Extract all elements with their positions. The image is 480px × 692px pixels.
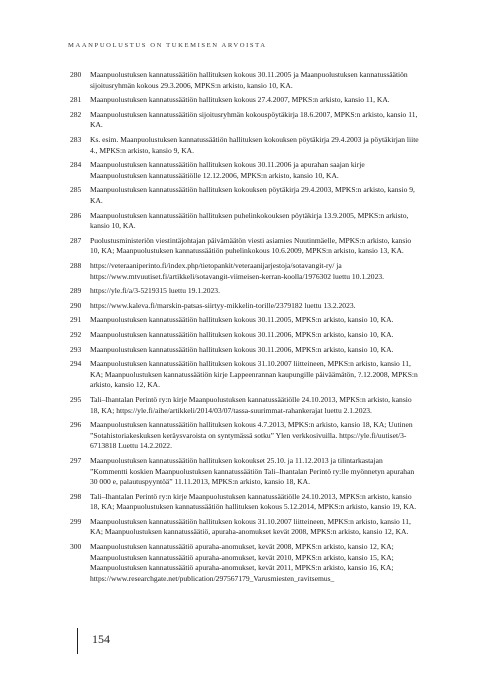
endnote-number: 297 (70, 456, 82, 465)
endnote-text: Maanpuolustuksen kannatussäätiön hallituksen kokous 30.11.2005 ja Maanpuolustuksen kannatussäätiön sijoitusryhmän kokous 29.3.2006, MPKS:n arkisto, kansio 10, KA. (90, 70, 408, 90)
endnote-text: Puolustusministeriön viestintäjohtajan päivämäätön viesti asiamies Nuutinmäelle, MPKS:n arkisto, kansio 10, KA; Maanpuolustuksen kannatussäätiön puhelinkokous 10.6.2009, MPKS:n arkisto, kansio 13, KA. (90, 235, 412, 256)
endnote-text: Maanpuolustuksen kannatussäätiön hallituksen kokoukset 25.10. ja 11.12.2013 ja tilintarkastajan ”Kommentti koskien Maanpuolustuksen kannatussäätiön Tali–Ihantalan Perintö ry:lle myönnetyn apurahan 30 000 e, palautuspyyntöä” 11.11.2013, MPKS:n arkisto, kansio 18, KA. (90, 456, 415, 487)
endnote-number: 293 (70, 344, 82, 354)
endnote (70, 395, 422, 416)
endnote-text: Maanpuolustuksen kannatussäätiön hallituksen kokous 31.10.2007 liitteineen, MPKS:n arkisto, kansio 11, KA; Maanpuolustuksen kannatussäätiö, apuraha-anomukset kevät 2008, MPKS:n arkisto, kansio 12, KA. (90, 516, 411, 537)
page-number: 154 (92, 632, 110, 646)
endnote (70, 135, 422, 156)
endnote (70, 542, 422, 584)
endnote-text: Maanpuolustuksen kannatussäätiön hallituksen puhelinkokouksen pöytäkirja 13.9.2005, MPKS:n arkisto, kansio 10, KA. (90, 210, 409, 231)
endnote-number: 296 (70, 420, 82, 430)
endnote (70, 330, 422, 341)
endnote-number: 299 (70, 516, 82, 526)
endnote-text: Maanpuolustuksen kannatussäätiön sijoitusryhmän kokouspöytäkirja 18.6.2007, MPKS:n arkisto, kansio 11, KA. (90, 109, 418, 130)
endnote-number: 294 (70, 359, 82, 369)
endnote-number: 286 (70, 210, 82, 220)
endnote (70, 185, 422, 206)
endnote-number: 282 (70, 109, 82, 119)
endnote-text: https://veteraaniperinto.fi/index.php/tietopankit/veteraanijarjestoja/sotavangit-ry/ ja https://www.mtvuutiset.fi/artikkeli/sotavangit-viimeisen-kerran-koolla/1976302 luettu 10.1.2023. (90, 260, 385, 281)
endnote-text: https://www.kaleva.fi/marskin-patsas-siirtyy-mikkelin-torille/2379182 luettu 13.2.2023. (90, 300, 356, 310)
endnote (70, 261, 422, 282)
endnote (70, 211, 422, 232)
endnote-text: Maanpuolustuksen kannatussäätiön hallituksen kokous 30.11.2006, MPKS:n arkisto, kansio 10, KA. (90, 344, 394, 354)
endnote-number: 292 (70, 330, 82, 340)
endnote (70, 70, 422, 91)
endnote-number: 281 (70, 95, 82, 105)
endnote-number: 283 (70, 135, 82, 145)
footer-rule (77, 628, 78, 654)
endnote-text: Maanpuolustuksen kannatussäätiön hallituksen kokous 30.11.2006, MPKS:n arkisto, kansio 10, KA. (90, 330, 394, 340)
endnote-number: 290 (70, 300, 82, 310)
endnote (70, 359, 422, 391)
endnote-text: Maanpuolustuksen kannatussäätiön hallituksen kokous 31.10.2007 liitteineen, MPKS:n arkisto, kansio 11, KA; Maanpuolustuksen kannatussäätiön kirje Lappeenrannan kaupungille päiväämätön, ?.12.2008, MPKS:n arkisto, kansio 12, KA. (90, 359, 418, 390)
endnote (70, 236, 422, 257)
endnote-number: 288 (70, 260, 82, 270)
endnote (70, 95, 422, 106)
endnote-text: Tali–Ihantalan Perintö ry:n kirje Maanpuolustuksen kannatussäätiölle 24.10.2013, MPKS:n arkisto, kansio 18, KA; https://yle.fi/aihe/artikkeli/2014/03/07/tassa-suurimmat-rahankerajat luettu 2.1.2023. (90, 395, 412, 415)
endnote-text: https://yle.fi/a/3-5219315 luettu 19.1.2023. (90, 286, 220, 296)
endnote (70, 110, 422, 131)
endnote-number: 291 (70, 315, 82, 325)
endnote-text: Maanpuolustuksen kannatussäätiön hallituksen kokous 27.4.2007, MPKS:n arkisto, kansio 11, KA. (90, 95, 390, 105)
endnote-text: Maanpuolustuksen kannatussäätiön hallituksen kokouksen pöytäkirja 29.4.2003, MPKS:n arkisto, kansio 9, KA. (90, 185, 415, 205)
endnote (70, 517, 422, 538)
endnote (70, 301, 422, 312)
endnotes-list (70, 70, 422, 588)
endnote-number: 295 (70, 395, 82, 405)
endnote-text: Ks. esim. Maanpuolustuksen kannatussäätiön hallituksen kokouksen pöytäkirja 29.4.2003 ja pöytäkirjan liite 4., MPKS:n arkisto, kansio 9, KA. (90, 135, 419, 155)
endnote-text: Maanpuolustuksen kannatussäätiön hallituksen kokous 30.11.2006 ja apurahan saajan kirje Maanpuolustuksen kannatussäätiölle 12.12.2006, MPKS:n arkisto, kansio 10, KA. (90, 160, 365, 180)
endnote-number: 285 (70, 185, 82, 195)
endnote (70, 160, 422, 181)
endnote (70, 420, 422, 452)
endnote (70, 286, 422, 297)
endnote-number: 289 (70, 286, 82, 296)
endnote-number: 284 (70, 160, 82, 170)
endnote (70, 456, 422, 488)
endnote (70, 345, 422, 356)
endnote-text: Maanpuolustuksen kannatussäätiö apuraha-anomukset, kevät 2008, MPKS:n arkisto, kansio 12, KA; Maanpuolustuksen kannatussäätiö apuraha-anomukset, kevät 2010, MPKS:n arkisto, kansio 15, KA; Maanpuolustuksen kannatussäätiö apuraha-anomukset, kevät 2011, MPKS:n arkisto, kansio 16, KA; https://www.researchgate.net/publication/297567179_Varusmiesten_ravitsemus_ (90, 542, 394, 583)
endnote-number: 300 (70, 542, 82, 552)
endnote-text: Maanpuolustuksen kannatussäätiön hallituksen kokous 4.7.2013, MPKS:n arkisto, kansio 18, KA; Uutinen ”Sotahistoriakeskuksen keräysvaroista on syntymässä sotku” Ylen verkkosivuilla. https://yle.fi/uutiset/3-6713818 Luettu 14.2.2022. (90, 420, 413, 451)
endnote-text: Tali–Ihantalan Perintö ry:n kirje Maanpuolustuksen kannatussäätiölle 24.10.2013, MPKS:n arkisto, kansio 18, KA; Maanpuolustuksen kannatussäätiön hallituksen kokous 5.12.2014, MPKS:n arkisto, kansio 19, KA. (90, 491, 417, 512)
endnote-number: 280 (70, 70, 82, 79)
endnote (70, 492, 422, 513)
endnote-text: Maanpuolustuksen kannatussäätiön hallituksen kokous 30.11.2005, MPKS:n arkisto, kansio 10, KA. (90, 315, 394, 325)
endnote-number: 287 (70, 235, 82, 245)
running-header: MAANPUOLUSTUS ON TUKEMISEN ARVOISTA (68, 42, 267, 49)
endnote-number: 298 (70, 491, 82, 501)
endnote (70, 315, 422, 326)
